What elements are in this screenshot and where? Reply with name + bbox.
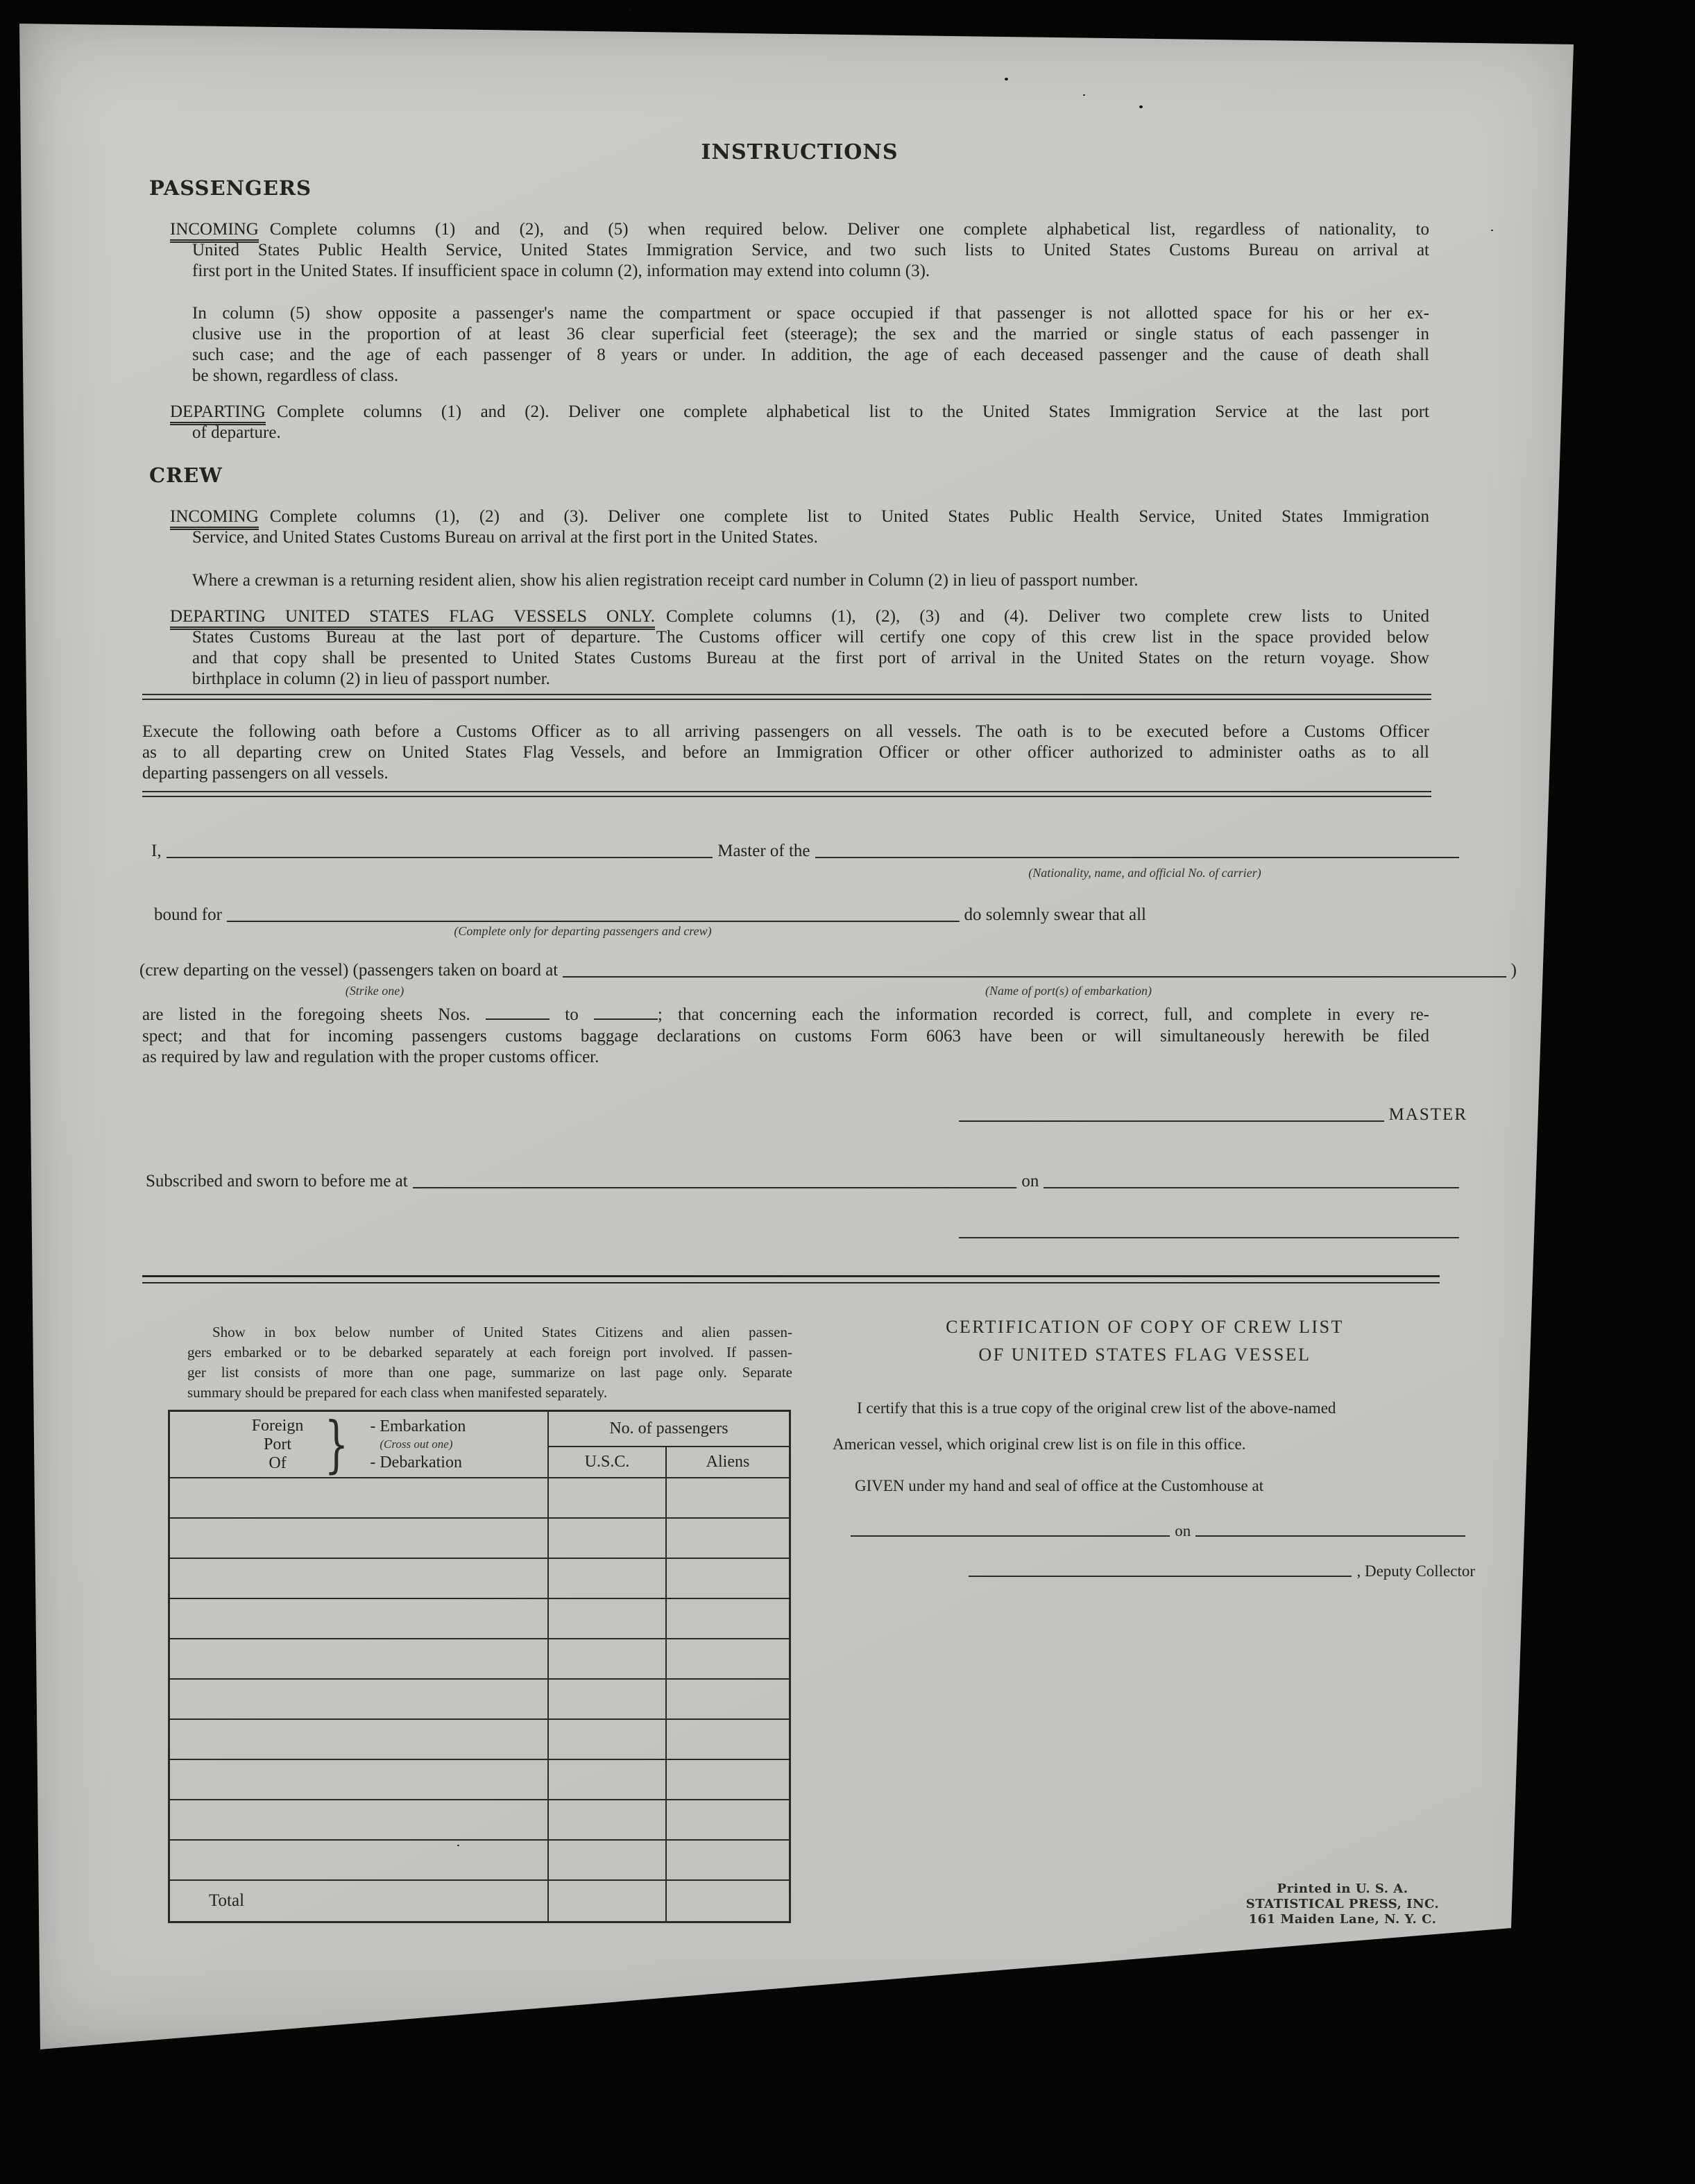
total-aliens-cell bbox=[667, 1881, 789, 1921]
crew-departing-text: (crew departing on the vessel) (passengers taken on board at bbox=[139, 961, 559, 980]
port-caption: (Name of port(s) of embarkation) bbox=[985, 984, 1152, 998]
master-signature-line bbox=[954, 1102, 1467, 1125]
aliens-column-header: Aliens bbox=[706, 1453, 750, 1471]
empty-cell bbox=[170, 1639, 549, 1678]
paragraph-line: such case; and the age of each passenger of 8 years or under. In addition, the age of each deceased passenger and the cause of death shall bbox=[192, 345, 1429, 364]
paragraph-line: gers embarked or to be debarked separately at each foreign port involved. If passen- bbox=[187, 1344, 792, 1360]
summary-table-empty-row bbox=[170, 1841, 789, 1881]
summary-table-empty-row bbox=[170, 1599, 789, 1639]
certification-heading-line1: CERTIFICATION OF COPY OF CREW LIST bbox=[946, 1317, 1344, 1337]
master-of-the-label: Master of the bbox=[717, 842, 810, 861]
certification-heading-line2: OF UNITED STATES FLAG VESSEL bbox=[978, 1345, 1311, 1365]
paragraph-line: summary should be prepared for each class when manifested separately. bbox=[187, 1384, 608, 1401]
paragraph-text: Complete columns (1) and (2). Deliver one complete alphabetical list to the United States Immigration Service at the last port bbox=[276, 402, 1429, 421]
summary-table-body bbox=[170, 1478, 789, 1881]
empty-cell bbox=[549, 1720, 667, 1759]
horizontal-divider-heavy bbox=[142, 1275, 1440, 1283]
paragraph-line: Show in box below number of United States Citizens and alien passen- bbox=[212, 1324, 792, 1340]
printer-line: 161 Maiden Lane, N. Y. C. bbox=[1248, 1912, 1437, 1927]
paragraph-line bbox=[170, 606, 1429, 627]
passengers-incoming-paragraph bbox=[170, 219, 1429, 282]
paragraph-text: Complete columns (1) and (2), and (5) when required below. Deliver one complete alphabetical list, regardless of nationality, to bbox=[269, 220, 1429, 239]
master-name-blank bbox=[167, 857, 713, 858]
carrier-blank bbox=[815, 857, 1459, 858]
nos-to-label: to bbox=[565, 1005, 579, 1024]
summary-table-empty-row bbox=[170, 1720, 789, 1760]
close-paren: ) bbox=[1510, 961, 1517, 980]
paragraph-line: Execute the following oath before a Customs Officer as to all arriving passengers on all vessels. The oath is to be executed before a Customs Officer bbox=[142, 722, 1429, 741]
empty-cell bbox=[667, 1760, 789, 1799]
customhouse-on-line bbox=[846, 1517, 1470, 1540]
header-word: Foreign bbox=[251, 1416, 304, 1435]
deputy-collector-label: , Deputy Collector bbox=[1356, 1562, 1475, 1580]
empty-cell bbox=[549, 1760, 667, 1799]
empty-cell bbox=[667, 1599, 789, 1638]
on-label: on bbox=[1175, 1521, 1191, 1539]
empty-cell bbox=[667, 1841, 789, 1879]
crew-departing-flag-paragraph bbox=[170, 606, 1429, 690]
paragraph-line: first port in the United States. If insufficient space in column (2), information may extend into column (3). bbox=[192, 262, 930, 280]
summary-table-empty-row bbox=[170, 1478, 789, 1519]
empty-cell bbox=[170, 1760, 549, 1799]
foreign-port-words bbox=[252, 1417, 304, 1473]
are-listed-paragraph bbox=[142, 1005, 1429, 1068]
brace-glyph: } bbox=[324, 1408, 349, 1481]
given-line: GIVEN under my hand and seal of office at the Customhouse at bbox=[855, 1477, 1264, 1494]
oath-intro-paragraph bbox=[142, 722, 1429, 784]
empty-cell bbox=[549, 1559, 667, 1598]
empty-cell bbox=[549, 1841, 667, 1879]
subscribed-text: Subscribed and sworn to before me at bbox=[146, 1172, 408, 1191]
foreign-port-header-cell bbox=[170, 1408, 549, 1481]
i-label: I, bbox=[151, 842, 162, 861]
customhouse-date-blank bbox=[1195, 1535, 1465, 1537]
empty-cell bbox=[170, 1720, 549, 1759]
master-signature-label: MASTER bbox=[1388, 1105, 1467, 1125]
empty-cell bbox=[170, 1559, 549, 1598]
empty-cell bbox=[170, 1599, 549, 1638]
horizontal-divider bbox=[142, 694, 1431, 700]
crew-heading: CREW bbox=[149, 463, 223, 487]
certify-line2: American vessel, which original crew list is on file in this office. bbox=[833, 1435, 1246, 1453]
crew-incoming-label: INCOMING bbox=[170, 507, 259, 530]
empty-cell bbox=[170, 1800, 549, 1839]
summary-table-header bbox=[170, 1408, 789, 1481]
empty-cell bbox=[170, 1478, 549, 1517]
printer-line: STATISTICAL PRESS, INC. bbox=[1245, 1897, 1440, 1911]
embarkation-port-blank bbox=[563, 976, 1506, 978]
empty-cell bbox=[549, 1639, 667, 1678]
no-of-passengers-header: No. of passengers bbox=[549, 1412, 789, 1447]
summary-table-total-row bbox=[170, 1881, 789, 1921]
swear-text: do solemnly swear that all bbox=[964, 905, 1146, 925]
usc-column-header: U.S.C. bbox=[549, 1447, 667, 1477]
customhouse-place-blank bbox=[851, 1535, 1170, 1537]
paragraph-line: as to all departing crew on United States Flag Vessels, and before an Immigration Officer or other officer authorized to administer oaths as to all bbox=[142, 743, 1429, 762]
empty-cell bbox=[549, 1800, 667, 1839]
paragraph-line: of departure. bbox=[192, 423, 281, 442]
empty-cell bbox=[667, 1559, 789, 1598]
embarkation-option: - Embarkation bbox=[370, 1417, 466, 1435]
empty-cell bbox=[549, 1519, 667, 1558]
summary-table-empty-row bbox=[170, 1800, 789, 1841]
master-signature-blank bbox=[959, 1120, 1384, 1122]
summary-table-empty-row bbox=[170, 1519, 789, 1559]
paragraph-text: Complete columns (1), (2), (3) and (4). Deliver two complete crew lists to United bbox=[666, 607, 1429, 626]
empty-cell bbox=[549, 1478, 667, 1517]
empty-cell bbox=[170, 1841, 549, 1879]
page-title: INSTRUCTIONS bbox=[701, 140, 898, 164]
paragraph-line: United States Public Health Service, United States Immigration Service, and two such lists to United States Customs Bureau on arrival at bbox=[192, 241, 1429, 259]
subscribed-line bbox=[146, 1167, 1464, 1192]
empty-cell bbox=[667, 1800, 789, 1839]
paragraph-line: be shown, regardless of class. bbox=[192, 366, 399, 385]
empty-cell bbox=[667, 1639, 789, 1678]
bound-for-caption: (Complete only for departing passengers and crew) bbox=[454, 924, 712, 938]
paragraph-line: clusive use in the proportion of at least 36 clear superficial feet (steerage); the sex and the married or single status of each passenger in bbox=[192, 325, 1429, 343]
paragraph-line: and that copy shall be presented to United States Customs Bureau at the first port of arrival in the United States on the return voyage. Show bbox=[192, 649, 1429, 667]
paragraph-line: as required by law and regulation with the proper customs officer. bbox=[142, 1048, 599, 1066]
on-label: on bbox=[1021, 1172, 1039, 1191]
passenger-summary-table bbox=[168, 1410, 791, 1923]
empty-cell bbox=[549, 1680, 667, 1718]
paragraph-text: Complete columns (1), (2) and (3). Deliver one complete list to United States Public Health Service, United States Immigration bbox=[269, 507, 1429, 526]
empty-cell bbox=[667, 1720, 789, 1759]
oath-master-line bbox=[151, 837, 1464, 862]
passengers-column5-paragraph bbox=[192, 303, 1429, 386]
paragraph-line: ger list consists of more than one page, summarize on last page only. Separate bbox=[187, 1364, 792, 1381]
paragraph-line: departing passengers on all vessels. bbox=[142, 764, 389, 783]
paragraph-line: birthplace in column (2) in lieu of passport number. bbox=[192, 669, 550, 688]
passengers-heading: PASSENGERS bbox=[149, 176, 312, 200]
departing-flag-label: DEPARTING UNITED STATES FLAG VESSELS ONLY. bbox=[170, 607, 655, 630]
horizontal-divider bbox=[142, 791, 1431, 797]
deputy-collector-line bbox=[964, 1558, 1475, 1580]
empty-cell bbox=[170, 1680, 549, 1718]
summary-table-empty-row bbox=[170, 1680, 789, 1720]
passengers-departing-paragraph bbox=[170, 402, 1429, 443]
officer-signature-blank bbox=[959, 1237, 1459, 1238]
listed-suffix: ; that concerning each the information recorded is correct, full, and complete in every re- bbox=[657, 1005, 1429, 1024]
bound-for-label: bound for bbox=[154, 905, 222, 925]
paragraph-line bbox=[170, 219, 1429, 240]
empty-cell bbox=[667, 1478, 789, 1517]
paragraph-line: In column (5) show opposite a passenger's name the compartment or space occupied if that passenger is not allotted space for his or her ex- bbox=[192, 304, 1429, 323]
cross-out-caption: (Cross out one) bbox=[380, 1437, 453, 1451]
place-blank bbox=[413, 1187, 1017, 1188]
paragraph-line: States Customs Bureau at the last port of departure. The Customs officer will certify one copy of this crew list in the space provided below bbox=[192, 628, 1429, 647]
total-usc-cell bbox=[549, 1881, 667, 1921]
paragraph-line bbox=[142, 1005, 1429, 1026]
carrier-caption: (Nationality, name, and official No. of carrier) bbox=[1028, 866, 1261, 880]
empty-cell bbox=[667, 1680, 789, 1718]
officer-signature-line bbox=[954, 1220, 1464, 1242]
departing-label: DEPARTING bbox=[170, 402, 266, 425]
crewman-note: Where a crewman is a returning resident alien, show his alien registration receipt card number in Column (2) in lieu of passport number. bbox=[192, 571, 1139, 590]
destination-blank bbox=[227, 921, 960, 922]
empty-cell bbox=[667, 1519, 789, 1558]
date-blank bbox=[1044, 1187, 1459, 1188]
empty-cell bbox=[549, 1599, 667, 1638]
paragraph-line: spect; and that for incoming passengers customs baggage declarations on customs Form 6063 have been or will simultaneously herewith be filed bbox=[142, 1026, 1429, 1046]
embark-debark-options bbox=[370, 1417, 466, 1471]
summary-table-empty-row bbox=[170, 1639, 789, 1680]
deputy-signature-blank bbox=[969, 1576, 1352, 1577]
crew-departing-line bbox=[139, 956, 1517, 981]
printer-line: Printed in U. S. A. bbox=[1277, 1882, 1408, 1896]
header-word: Of bbox=[269, 1453, 287, 1472]
sheet-number-blank bbox=[594, 1006, 658, 1020]
paragraph-line bbox=[170, 506, 1429, 527]
listed-prefix: are listed in the foregoing sheets Nos. bbox=[142, 1005, 470, 1024]
certify-line1: I certify that this is a true copy of the original crew list of the above-named bbox=[857, 1399, 1336, 1417]
total-label-cell: Total bbox=[170, 1881, 549, 1921]
empty-cell bbox=[170, 1519, 549, 1558]
summary-table-empty-row bbox=[170, 1559, 789, 1599]
summary-note-paragraph bbox=[187, 1322, 792, 1403]
summary-table-empty-row bbox=[170, 1760, 789, 1800]
crew-incoming-paragraph bbox=[170, 506, 1429, 548]
sheet-number-blank bbox=[486, 1006, 550, 1020]
paragraph-line bbox=[170, 402, 1429, 423]
header-word: Port bbox=[264, 1435, 292, 1453]
strike-one-caption: (Strike one) bbox=[345, 984, 404, 998]
debarkation-option: - Debarkation bbox=[370, 1453, 462, 1471]
passenger-subheaders bbox=[549, 1447, 789, 1477]
paragraph-line: Service, and United States Customs Bureau on arrival at the first port in the United States. bbox=[192, 528, 818, 547]
printer-imprint bbox=[1242, 1882, 1443, 1927]
passengers-header-cell bbox=[549, 1412, 789, 1477]
incoming-label: INCOMING bbox=[170, 220, 259, 243]
bound-for-line bbox=[154, 901, 1146, 925]
